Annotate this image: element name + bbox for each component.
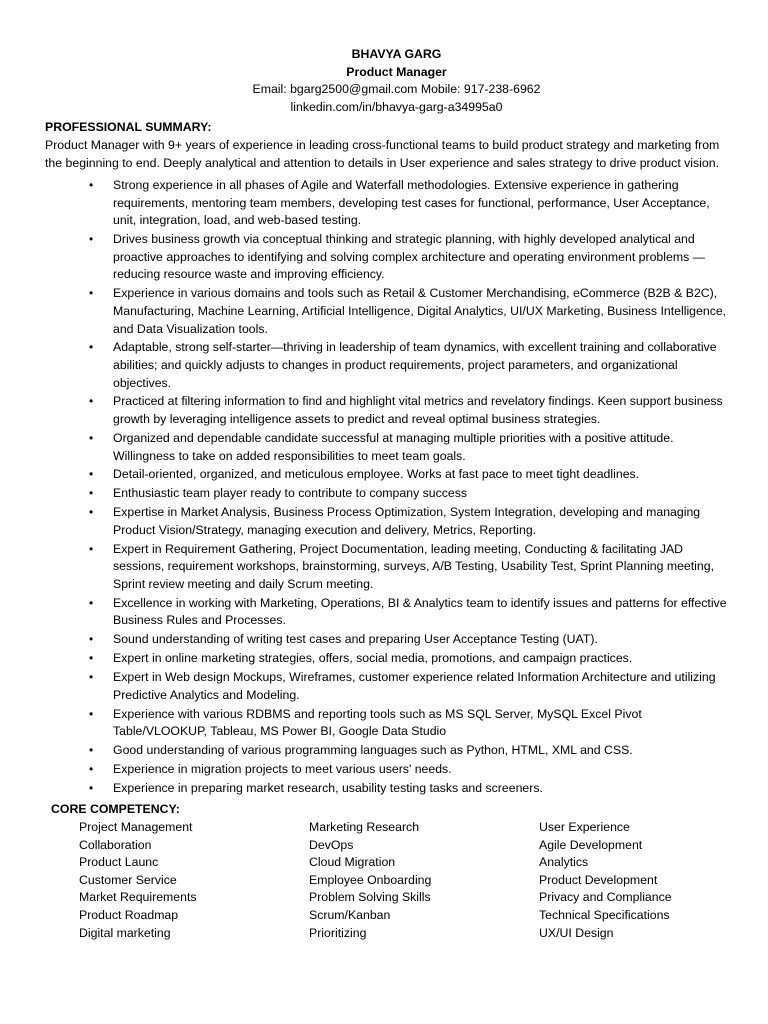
competency-item: DevOps [309, 837, 354, 852]
bullet-icon: • [89, 761, 94, 776]
contact-line: Email: bgarg2500@gmail.com Mobile: 917-238-6962 [252, 82, 541, 97]
bullet-icon: • [89, 232, 94, 247]
summary-bullet-text: Expert in Web design Mockups, Wireframes, customer experience related Information Architecture and utilizing Predictive Analytics and Modeling. [113, 670, 716, 702]
summary-bullet [45, 541, 730, 594]
summary-bullet [45, 177, 730, 230]
summary-bullet-text: Experience in preparing market research, usability testing tasks and screeners. [113, 780, 543, 795]
competency-item: Privacy and Compliance [539, 890, 672, 905]
summary-bullet [45, 742, 730, 760]
bullet-icon: • [89, 541, 94, 556]
candidate-name: BHAVYA GARG [351, 47, 442, 61]
summary-bullet-text: Strong experience in all phases of Agile and Waterfall methodologies. Extensive experience in gathering requirements, mentoring team members, developing test cases for functional, performance, User Acceptance, unit, integration, load, and web-based testing. [113, 178, 710, 228]
bullet-icon: • [89, 743, 94, 758]
summary-bullet [45, 650, 730, 668]
summary-bullet-text: Sound understanding of writing test cases and preparing User Acceptance Testing (UAT). [113, 632, 598, 647]
summary-bullet-text: Experience in migration projects to meet various users' needs. [113, 761, 452, 776]
summary-bullet-list [45, 177, 730, 797]
bullet-icon: • [89, 505, 94, 520]
bullet-icon: • [89, 486, 94, 501]
candidate-title: Product Manager [346, 64, 447, 79]
summary-bullet [45, 761, 730, 779]
bullet-icon: • [89, 595, 94, 610]
bullet-icon: • [89, 632, 94, 647]
summary-bullet [45, 231, 730, 284]
summary-bullet [45, 430, 730, 465]
summary-bullet [45, 706, 730, 741]
competency-item: Technical Specifications [539, 907, 670, 922]
competency-item: Digital marketing [79, 925, 171, 940]
bullet-icon: • [89, 340, 94, 355]
competency-item: User Experience [539, 819, 630, 834]
summary-bullet-text: Expert in Requirement Gathering, Project Documentation, leading meeting, Conducting & facilitating JAD sessions, requirement workshops, brainstorming, surveys, A/B Testing, Usability Test, Sprint Planning meeting, Sprint review meeting and daily Scrum meeting. [113, 541, 715, 591]
competency-item: Product Roadmap [79, 907, 179, 922]
summary-bullet [45, 504, 730, 539]
competency-item: Problem Solving Skills [309, 890, 431, 905]
summary-bullet [45, 466, 730, 484]
bullet-icon: • [89, 670, 94, 685]
bullet-icon: • [89, 430, 94, 445]
summary-bullet-text: Adaptable, strong self-starter—thriving in leadership of team dynamics, with excellent training and collaborative abilities; and quickly adjusts to changes in product requirements, project parameters, and organizational objectives. [113, 340, 717, 390]
competency-item: Customer Service [79, 872, 177, 887]
summary-text: Product Manager with 9+ years of experience in leading cross-functional teams to build product strategy and marketing from the beginning to end. Deeply analytical and attention to details in User experience and sales strategy to drive product vision. [45, 137, 720, 170]
competency-heading: CORE COMPETENCY: [51, 802, 180, 817]
summary-bullet [45, 393, 730, 428]
competency-item: Project Management [79, 819, 193, 834]
competency-item: Agile Development [539, 837, 643, 852]
summary-bullet [45, 669, 730, 704]
bullet-icon: • [89, 651, 94, 666]
bullet-icon: • [89, 780, 94, 795]
summary-bullet [45, 595, 730, 630]
summary-bullet-text: Good understanding of various programming languages such as Python, HTML, XML and CSS. [113, 743, 633, 758]
bullet-icon: • [89, 467, 94, 482]
competency-item: Prioritizing [309, 925, 367, 940]
summary-bullet-text: Expertise in Market Analysis, Business Process Optimization, System Integration, developing and managing Product Vision/Strategy, managing execution and delivery, Metrics, Reporting. [113, 505, 701, 537]
summary-bullet [45, 285, 730, 338]
bullet-icon: • [89, 286, 94, 301]
summary-bullet-text: Organized and dependable candidate successful at managing multiple priorities with a positive attitude. Willingness to take on added responsibilities to meet team goals. [113, 430, 674, 463]
competency-item: Cloud Migration [309, 855, 396, 870]
bullet-icon: • [89, 178, 94, 193]
summary-bullet [45, 780, 730, 798]
summary-bullet-text: Experience with various RDBMS and reporting tools such as MS SQL Server, MySQL Excel Pivot Table/VLOOKUP, Tableau, MS Power BI, Google Data Studio [113, 706, 642, 739]
competency-item: Scrum/Kanban [309, 907, 391, 922]
summary-bullet-text: Drives business growth via conceptual thinking and strategic planning, with highly developed analytical and proactive approaches to identifying and solving complex architecture and operating environment problems —reducing resource waste and improving efficiency. [113, 232, 705, 282]
summary-heading: PROFESSIONAL SUMMARY: [45, 120, 212, 135]
bullet-icon: • [89, 394, 94, 409]
summary-bullet-text: Practiced at filtering information to find and highlight vital metrics and revelatory findings. Keen support business growth by leveraging intelligence assets to predict and reveal optimal business strategies. [113, 394, 723, 427]
summary-bullet [45, 485, 730, 503]
competency-item: Product Launc [79, 855, 159, 870]
summary-bullet [45, 631, 730, 649]
competency-grid [79, 819, 730, 942]
competency-item: Employee Onboarding [309, 872, 432, 887]
competency-item: Market Requirements [79, 890, 197, 905]
resume-header [63, 46, 730, 116]
competency-item: Product Development [539, 872, 658, 887]
summary-bullet [45, 339, 730, 392]
competency-item: Collaboration [79, 837, 152, 852]
summary-bullet-text: Expert in online marketing strategies, offers, social media, promotions, and campaign practices. [113, 651, 633, 666]
summary-bullet-text: Enthusiastic team player ready to contribute to company success [113, 486, 468, 501]
linkedin-url: linkedin.com/in/bhavya-garg-a34995a0 [290, 99, 503, 114]
summary-bullet-text: Excellence in working with Marketing, Operations, BI & Analytics team to identify issues and patterns for effective Business Rules and Processes. [113, 595, 727, 628]
competency-item: UX/UI Design [539, 925, 614, 940]
competency-item: Marketing Research [309, 819, 420, 834]
summary-bullet-text: Experience in various domains and tools such as Retail & Customer Merchandising, eCommerce (B2B & B2C), Manufacturing, Machine Learning, Artificial Intelligence, Digital Analytics, UI/UX Marketing, Business Intelligence, and Data Visualization tools. [113, 286, 727, 336]
resume-content [45, 46, 730, 942]
summary-bullet-text: Detail-oriented, organized, and meticulous employee. Works at fast pace to meet tight deadlines. [113, 467, 640, 482]
competency-item: Analytics [539, 855, 589, 870]
bullet-icon: • [89, 706, 94, 721]
